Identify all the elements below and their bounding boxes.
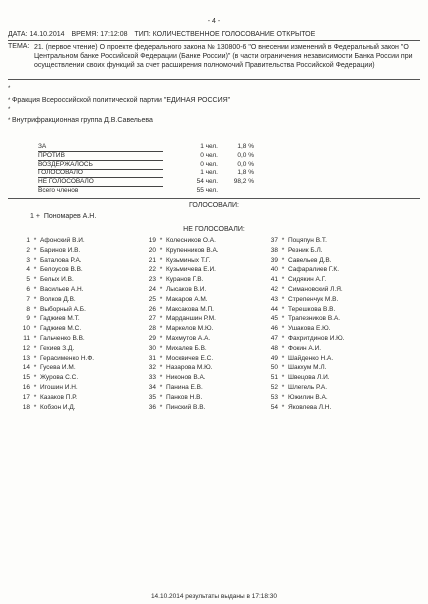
voted-row — [30, 213, 96, 221]
deputy-number: 8 — [26, 305, 30, 313]
deputy-name: Казаков П.Р. — [40, 393, 78, 401]
not-voted-row — [140, 286, 219, 296]
asterisk-marker: * — [281, 325, 285, 333]
not-voted-row — [140, 247, 219, 257]
deputy-name: Максакова М.П. — [166, 305, 214, 313]
deputy-name: Михалев Б.В. — [166, 344, 207, 352]
not-voted-row — [140, 394, 219, 404]
group-name: * Внутрифракционная группа Д.В.Савельева — [8, 117, 153, 124]
deputy-name: Афонский В.И. — [40, 237, 85, 244]
not-voted-row — [14, 355, 94, 365]
deputy-number: 28 — [148, 325, 156, 333]
fraction-name: * Фракция Всероссийской политической партии "ЕДИНАЯ РОССИЯ" — [8, 97, 231, 104]
asterisk-marker: * — [159, 354, 163, 362]
deputy-number: 36 — [148, 403, 156, 411]
not-voted-row — [262, 257, 345, 267]
deputy-name: Гехиев З.Д. — [40, 344, 75, 352]
asterisk-marker: * — [33, 403, 37, 411]
deputy-name: Швецова Л.И. — [288, 374, 330, 382]
deputy-number: 6 — [26, 285, 30, 293]
deputy-number: 33 — [148, 374, 156, 382]
deputy-name: Шлегель Р.А. — [288, 383, 328, 391]
deputy-number: 14 — [22, 364, 30, 372]
not-voted-row — [14, 247, 94, 257]
asterisk-marker: * — [281, 295, 285, 303]
not-voted-row — [14, 345, 94, 355]
not-voted-row — [14, 257, 94, 267]
deputy-number: 30 — [148, 344, 156, 352]
deputy-number: 34 — [148, 383, 156, 391]
asterisk-marker: * — [281, 403, 285, 411]
topic-divider — [8, 79, 420, 80]
not-voted-row — [262, 266, 345, 276]
asterisk-marker: * — [159, 383, 163, 391]
not-voted-row — [140, 315, 219, 325]
deputy-name: Сидякин А.Г. — [288, 276, 327, 284]
asterisk-marker: * — [159, 393, 163, 401]
deputy-name: Кобзон И.Д. — [40, 403, 76, 411]
deputy-number: 52 — [270, 383, 278, 391]
asterisk-marker: * — [33, 246, 37, 254]
asterisk-marker: * — [159, 256, 163, 264]
deputy-number: 21 — [148, 256, 156, 264]
fraction-name-text: Фракция Всероссийской политической партии "ЕДИНАЯ РОССИЯ" — [12, 97, 231, 104]
not-voted-row — [14, 325, 94, 335]
deputy-name: Махмутов А.А. — [166, 334, 211, 342]
asterisk-marker: * — [281, 344, 285, 352]
deputy-number: 3 — [26, 256, 30, 264]
result-label: Всего членов — [38, 187, 79, 194]
not-voted-row — [262, 384, 345, 394]
deputy-number: 37 — [270, 237, 278, 244]
deputy-name: Гусева И.М. — [40, 364, 76, 372]
deputy-name: Белоусов В.В. — [40, 266, 83, 274]
topic-text: 21. (первое чтение) О проекте федерального закона № 130800-6 "О внесении изменений в Федеральный закон "О Центральном банке Российской Федерации (Банке России)" (в части ограничения независимости Банка России при осуществлении своих функций за счет расширения полномочий Правительства Российской Федерации) — [34, 44, 413, 69]
not-voted-row — [262, 306, 345, 316]
not-voted-row — [14, 394, 94, 404]
deputy-number: 23 — [148, 276, 156, 284]
deputy-number: 32 — [148, 364, 156, 372]
deputy-name: Резник Б.Л. — [288, 246, 323, 254]
asterisk-marker: * — [33, 305, 37, 313]
deputy-name: Баталова Р.А. — [40, 256, 82, 264]
not-voted-row — [140, 384, 219, 394]
result-count: 1 чел. — [200, 169, 218, 177]
not-voted-row — [262, 315, 345, 325]
not-voted-row — [140, 276, 219, 286]
asterisk-marker: * — [281, 305, 285, 313]
not-voted-row — [140, 404, 219, 414]
deputy-name: Яковлева Л.Н. — [288, 403, 332, 411]
not-voted-column-3 — [262, 237, 345, 413]
not-voted-column-1 — [14, 237, 94, 413]
not-voted-row — [14, 404, 94, 414]
asterisk-marker: * — [33, 285, 37, 293]
deputy-number: 2 — [26, 246, 30, 254]
not-voted-row — [140, 306, 219, 316]
deputy-number: 38 — [270, 246, 278, 254]
deputy-name: Шакхум М.Л. — [288, 364, 327, 372]
deputy-number: 48 — [270, 344, 278, 352]
deputy-name: Трапезников В.А. — [288, 315, 341, 323]
deputy-number: 41 — [270, 276, 278, 284]
deputy-name: Волков Д.В. — [40, 295, 76, 303]
deputy-name: Марданшин Р.М. — [166, 315, 216, 323]
deputy-name: Ушакова Е.Ю. — [288, 325, 331, 333]
deputy-name: Герасименко Н.Ф. — [40, 354, 95, 362]
asterisk-marker: * — [281, 374, 285, 382]
not-voted-row — [14, 306, 94, 316]
deputy-number: 54 — [270, 403, 278, 411]
not-voted-row — [262, 286, 345, 296]
asterisk-marker: * — [33, 276, 37, 284]
not-voted-row — [262, 374, 345, 384]
not-voted-row — [262, 394, 345, 404]
not-voted-row — [140, 335, 219, 345]
deputy-number: 47 — [270, 334, 278, 342]
deputy-number: 49 — [270, 354, 278, 362]
asterisk-marker: * — [8, 86, 11, 92]
asterisk-marker: * — [281, 354, 285, 362]
deputy-name: Гаджиев М.С. — [40, 325, 82, 333]
not-voted-row — [140, 266, 219, 276]
asterisk-marker: * — [281, 276, 285, 284]
deputy-number: 7 — [26, 295, 30, 303]
deputy-name: Поцяпун В.Т. — [288, 237, 327, 244]
deputy-name: Фокин А.И. — [288, 344, 322, 352]
deputy-number: 9 — [26, 315, 30, 323]
deputy-number: 1 — [26, 237, 30, 244]
asterisk-marker: * — [159, 325, 163, 333]
not-voted-row — [140, 345, 219, 355]
result-count: 55 чел. — [196, 187, 218, 194]
deputy-number: 45 — [270, 315, 278, 323]
voted-list — [30, 213, 96, 221]
asterisk-marker: * — [159, 344, 163, 352]
not-voted-row — [262, 296, 345, 306]
voted-number: 1 — [30, 213, 34, 220]
result-label: ВОЗДЕРЖАЛОСЬ — [38, 161, 163, 170]
deputy-name: Симановский Л.Я. — [288, 285, 343, 293]
deputy-number: 42 — [270, 285, 278, 293]
not-voted-row — [14, 296, 94, 306]
deputy-name: Выборный А.Б. — [40, 305, 86, 313]
deputy-name: Сафаралиев Г.К. — [288, 266, 339, 274]
asterisk-marker: * — [159, 266, 163, 274]
deputy-name: Никонов В.А. — [166, 374, 206, 382]
deputy-name: Савельев Д.В. — [288, 256, 332, 264]
deputy-name: Колесников О.А. — [166, 237, 216, 244]
asterisk-marker: * — [33, 383, 37, 391]
not-voted-row — [262, 364, 345, 374]
asterisk-marker: * — [281, 393, 285, 401]
result-percent: 98,2 % — [233, 178, 254, 186]
not-voted-row — [262, 325, 345, 335]
asterisk-marker: * — [33, 295, 37, 303]
deputy-name: Лысаков В.И. — [166, 285, 207, 293]
not-voted-row — [140, 364, 219, 374]
not-voted-row — [262, 404, 345, 414]
deputy-number: 19 — [148, 237, 156, 244]
asterisk-marker: * — [159, 315, 163, 323]
deputy-number: 15 — [22, 374, 30, 382]
deputy-name: Пинский В.В. — [166, 403, 206, 411]
deputy-number: 4 — [26, 266, 30, 274]
vote-date: ДАТА: 14.10.2014 — [8, 31, 65, 38]
deputy-name: Васильев А.Н. — [40, 285, 84, 293]
result-row — [0, 187, 428, 197]
asterisk-marker: * — [281, 246, 285, 254]
not-voted-row — [14, 374, 94, 384]
deputy-number: 13 — [22, 354, 30, 362]
asterisk-marker: * — [281, 266, 285, 274]
deputy-number: 43 — [270, 295, 278, 303]
asterisk-marker: * — [33, 354, 37, 362]
not-voted-row — [262, 276, 345, 286]
result-label: НЕ ГОЛОСОВАЛО — [38, 178, 163, 187]
page-number: - 4 - — [207, 18, 221, 25]
deputy-number: 46 — [270, 325, 278, 333]
voted-title: ГОЛОСОВАЛИ: — [189, 202, 239, 209]
deputy-name: Шайденко Н.А. — [288, 354, 334, 362]
not-voted-row — [14, 335, 94, 345]
deputy-name: Москвичев Е.С. — [166, 354, 214, 362]
deputy-name: Куранов Г.В. — [166, 276, 204, 284]
asterisk-marker: * — [159, 237, 163, 244]
not-voted-row — [140, 237, 219, 247]
asterisk-marker: * — [159, 276, 163, 284]
group-name-text: Внутрифракционная группа Д.В.Савельева — [12, 117, 153, 124]
not-voted-row — [140, 257, 219, 267]
topic-label: ТЕМА: — [8, 43, 30, 50]
deputy-name: Гальченко В.В. — [40, 334, 85, 342]
deputy-number: 44 — [270, 305, 278, 313]
asterisk-marker: * — [281, 256, 285, 264]
deputy-number: 11 — [23, 334, 30, 342]
deputy-name: Крупенников В.А. — [166, 246, 219, 254]
deputy-name: Панина Е.В. — [166, 383, 203, 391]
deputy-number: 40 — [270, 266, 278, 274]
footer-timestamp: 14.10.2014 результаты выданы в 17:18:30 — [150, 593, 278, 600]
asterisk-marker: * — [281, 315, 285, 323]
asterisk-marker: * — [33, 374, 37, 382]
asterisk-marker: * — [159, 374, 163, 382]
deputy-name: Южилин В.А. — [288, 393, 328, 401]
not-voted-row — [14, 276, 94, 286]
deputy-number: 29 — [148, 334, 156, 342]
deputy-name: Белых И.В. — [40, 276, 74, 284]
deputy-name: Баринов И.В. — [40, 246, 81, 254]
deputy-name: Кузьминых Т.Г. — [166, 256, 211, 264]
deputy-number: 22 — [148, 266, 156, 274]
deputy-number: 17 — [22, 393, 30, 401]
result-count: 54 чел. — [196, 178, 218, 186]
not-voted-row — [140, 374, 219, 384]
result-label: ГОЛОСОВАЛО — [38, 169, 163, 178]
asterisk-marker: * — [281, 334, 285, 342]
vote-time: ВРЕМЯ: 17:12:08 — [71, 31, 128, 38]
not-voted-row — [262, 237, 345, 247]
asterisk-marker: * — [159, 305, 163, 313]
result-count: 0 чел. — [200, 160, 218, 168]
deputy-number: 39 — [270, 256, 278, 264]
deputy-number: 35 — [148, 393, 156, 401]
asterisk-marker: * — [33, 256, 37, 264]
results-divider — [8, 198, 420, 199]
not-voted-row — [140, 355, 219, 365]
asterisk-marker: * — [33, 393, 37, 401]
asterisk-marker: * — [33, 237, 37, 244]
not-voted-title: НЕ ГОЛОСОВАЛИ: — [183, 226, 245, 233]
asterisk-marker: * — [33, 315, 37, 323]
not-voted-row — [14, 266, 94, 276]
asterisk-marker: * — [33, 325, 37, 333]
deputy-number: 5 — [26, 276, 30, 284]
deputy-name: Стрепенчук М.В. — [288, 295, 339, 303]
result-label: ЗА — [38, 143, 163, 152]
deputy-name: Журова С.С. — [40, 374, 79, 382]
deputy-name: Кузьмичева Е.И. — [166, 266, 216, 274]
result-percent: 1,8 % — [237, 143, 254, 150]
deputy-number: 18 — [22, 403, 30, 411]
deputy-name: Игошин И.Н. — [40, 383, 78, 391]
vote-type: ТИП: КОЛИЧЕСТВЕННОЕ ГОЛОСОВАНИЕ ОТКРЫТОЕ — [134, 31, 316, 38]
deputy-number: 53 — [270, 393, 278, 401]
asterisk-marker: * — [8, 107, 11, 113]
asterisk-marker: * — [159, 295, 163, 303]
not-voted-row — [14, 384, 94, 394]
not-voted-row — [14, 315, 94, 325]
deputy-name: Гаджиев М.Т. — [40, 315, 80, 323]
not-voted-column-2 — [140, 237, 219, 413]
not-voted-row — [14, 286, 94, 296]
deputy-number: 12 — [22, 344, 30, 352]
deputy-name: Макаров А.М. — [166, 295, 208, 303]
result-count: 1 чел. — [200, 143, 218, 150]
asterisk-marker: * — [33, 344, 37, 352]
not-voted-row — [14, 364, 94, 374]
result-label: ПРОТИВ — [38, 152, 163, 161]
deputy-name: Терешкова В.В. — [288, 305, 336, 313]
deputy-number: 31 — [148, 354, 156, 362]
asterisk-marker: * — [159, 364, 163, 372]
deputy-number: 27 — [148, 315, 156, 323]
not-voted-row — [140, 296, 219, 306]
not-voted-row — [262, 335, 345, 345]
deputy-number: 24 — [148, 285, 156, 293]
deputy-name: Фахритдинов И.Ю. — [288, 334, 345, 342]
deputy-number: 10 — [22, 325, 30, 333]
asterisk-marker: * — [281, 237, 285, 244]
asterisk-marker: * — [159, 285, 163, 293]
asterisk-marker: * — [33, 364, 37, 372]
deputy-name: Панков Н.В. — [166, 393, 203, 401]
not-voted-row — [14, 237, 94, 247]
not-voted-row — [262, 247, 345, 257]
asterisk-marker: * — [281, 285, 285, 293]
header-divider — [8, 40, 420, 41]
result-percent: 0,0 % — [237, 160, 254, 168]
deputy-name: Маркелов М.Ю. — [166, 325, 214, 333]
asterisk-marker: * — [281, 383, 285, 391]
asterisk-marker: * — [33, 334, 37, 342]
result-percent: 0,0 % — [237, 151, 254, 159]
deputy-number: 50 — [270, 364, 278, 372]
asterisk-marker: * — [159, 334, 163, 342]
deputy-name: Назарова М.Ю. — [166, 364, 213, 372]
deputy-number: 51 — [270, 374, 278, 382]
deputy-number: 16 — [22, 383, 30, 391]
deputy-number: 25 — [148, 295, 156, 303]
deputy-name: Пономарев А.Н. — [43, 213, 97, 220]
asterisk-marker: * — [159, 403, 163, 411]
deputy-number: 20 — [148, 246, 156, 254]
result-percent: 1,8 % — [237, 169, 254, 177]
deputy-number: 26 — [148, 305, 156, 313]
result-count: 0 чел. — [200, 151, 218, 159]
asterisk-marker: * — [33, 266, 37, 274]
not-voted-row — [262, 345, 345, 355]
asterisk-marker: * — [159, 246, 163, 254]
vote-plus-mark: + — [35, 213, 40, 220]
vote-header — [8, 31, 320, 39]
not-voted-row — [140, 325, 219, 335]
asterisk-marker: * — [281, 364, 285, 372]
not-voted-row — [262, 355, 345, 365]
